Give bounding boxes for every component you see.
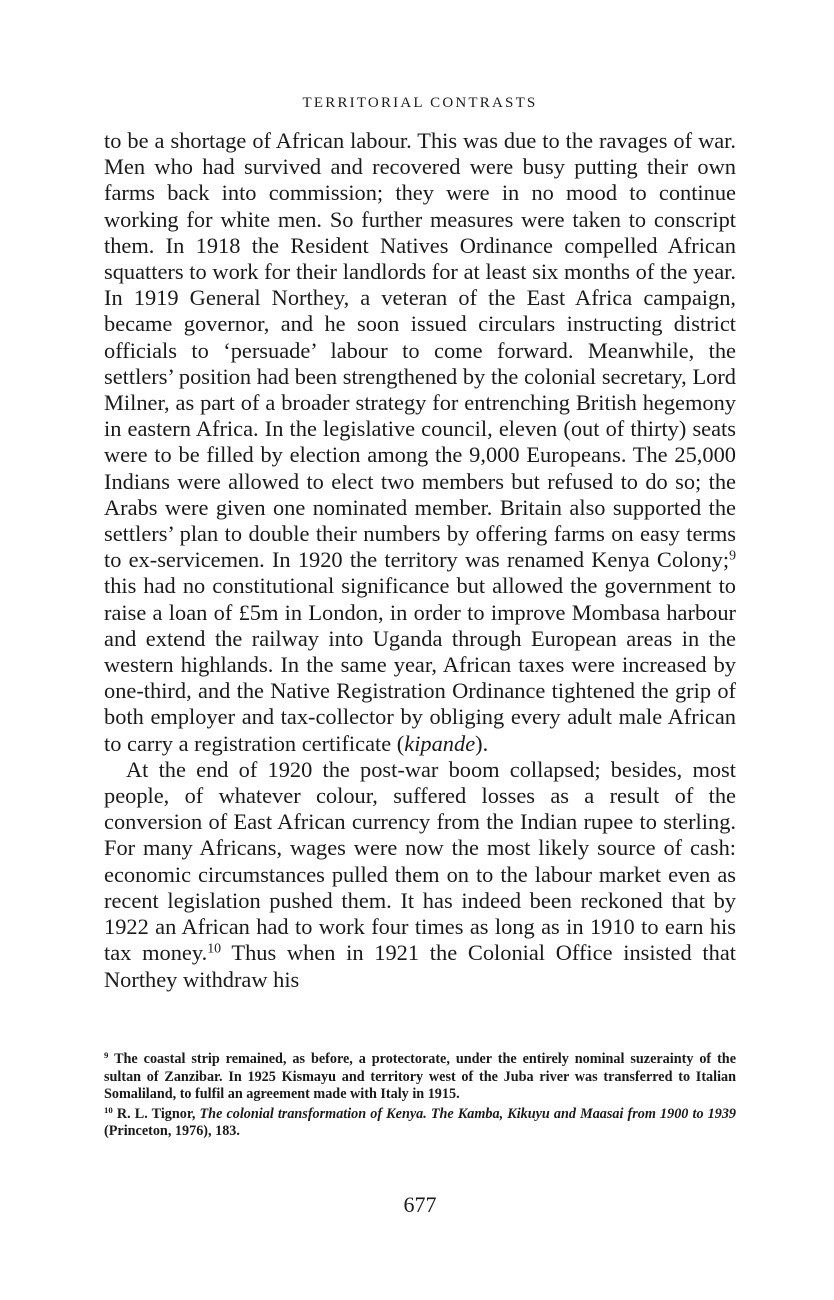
footnote-10 <box>104 1106 736 1141</box>
footnote-9-number: 9 <box>104 1050 109 1061</box>
footnote-ref-9: 9 <box>729 548 736 564</box>
footnotes <box>104 1051 736 1141</box>
running-head: TERRITORIAL CONTRASTS <box>302 95 538 111</box>
page-number: 677 <box>403 1192 437 1217</box>
paragraph-2-text-a: At the end of 1920 the post-war boom collapsed; besides, most people, of whatever colour, suffered losses as a result of the conversion of East African currency from the Indian rupee to sterling. For many Africans, wages were now the most likely source of cash: economic circumstances pulled them on to the labour market even as recent legislation pushed them. It has indeed been reckoned that by 1922 an African had to work four times as long as in 1910 to earn his tax money. <box>104 756 736 966</box>
paragraph-1-text-a: to be a shortage of African labour. This was due to the ravages of war. Men who had survived and recovered were busy putting their own farms back into commission; they were in no mood to continue working for white men. So further measures were taken to conscript them. In 1918 the Resident Natives Ordinance compelled African squatters to work for their landlords for at least six months of the year. In 1919 General Northey, a veteran of the East Africa campaign, became governor, and he soon issued circulars instructing district officials to ‘persuade’ labour to come forward. Meanwhile, the settlers’ position had been strengthened by the colonial secretary, Lord Milner, as part of a broader strategy for entrenching British hegemony in eastern Africa. In the legislative council, eleven (out of thirty) seats were to be filled by election among the 9,000 Europeans. The 25,000 Indians were allowed to elect two members but refused to do so; the Arabs were given one nominated member. Britain also supported the settlers’ plan to double their numbers by offering farms on easy terms to ex-servicemen. In 1920 the territory was renamed Kenya Colony; <box>104 128 736 573</box>
footnote-9-text: The coastal strip remained, as before, a protectorate, under the entirely nominal suzerainty of the sultan of Zanzibar. In 1925 Kismayu and territory west of the Juba river was transferred to Italian Somaliland, to fulfil an agreement made with Italy in 1915. <box>104 1051 736 1103</box>
paragraph-1 <box>104 128 736 757</box>
italic-term-kipande: kipande <box>404 730 476 756</box>
footnote-9 <box>104 1051 736 1104</box>
main-text <box>104 128 736 993</box>
footnote-10-text-a: R. L. Tignor, <box>112 1105 200 1122</box>
footnote-10-text-b: (Princeton, 1976), 183. <box>104 1123 240 1140</box>
paragraph-1-text-c: ). <box>475 730 489 756</box>
paragraph-2-text-b: Thus when in 1921 the Colonial Office insisted that Northey withdraw his <box>104 940 736 992</box>
footnote-10-number: 10 <box>104 1104 113 1115</box>
paragraph-2 <box>104 757 736 993</box>
paragraph-1-text-b: this had no constitutional significance but allowed the government to raise a loan of £5m in London, in order to improve Mombasa harbour and extend the railway into Uganda through European areas in the western highlands. In the same year, African taxes were increased by one-third, and the Native Registration Ordinance tightened the grip of both employer and tax-collector by obliging every adult male African to carry a registration certificate ( <box>104 573 736 756</box>
footnote-10-title: The colonial transformation of Kenya. The Kamba, Kikuyu and Maasai from 1900 to 1939 <box>199 1105 737 1122</box>
footnote-ref-10: 10 <box>207 941 222 957</box>
